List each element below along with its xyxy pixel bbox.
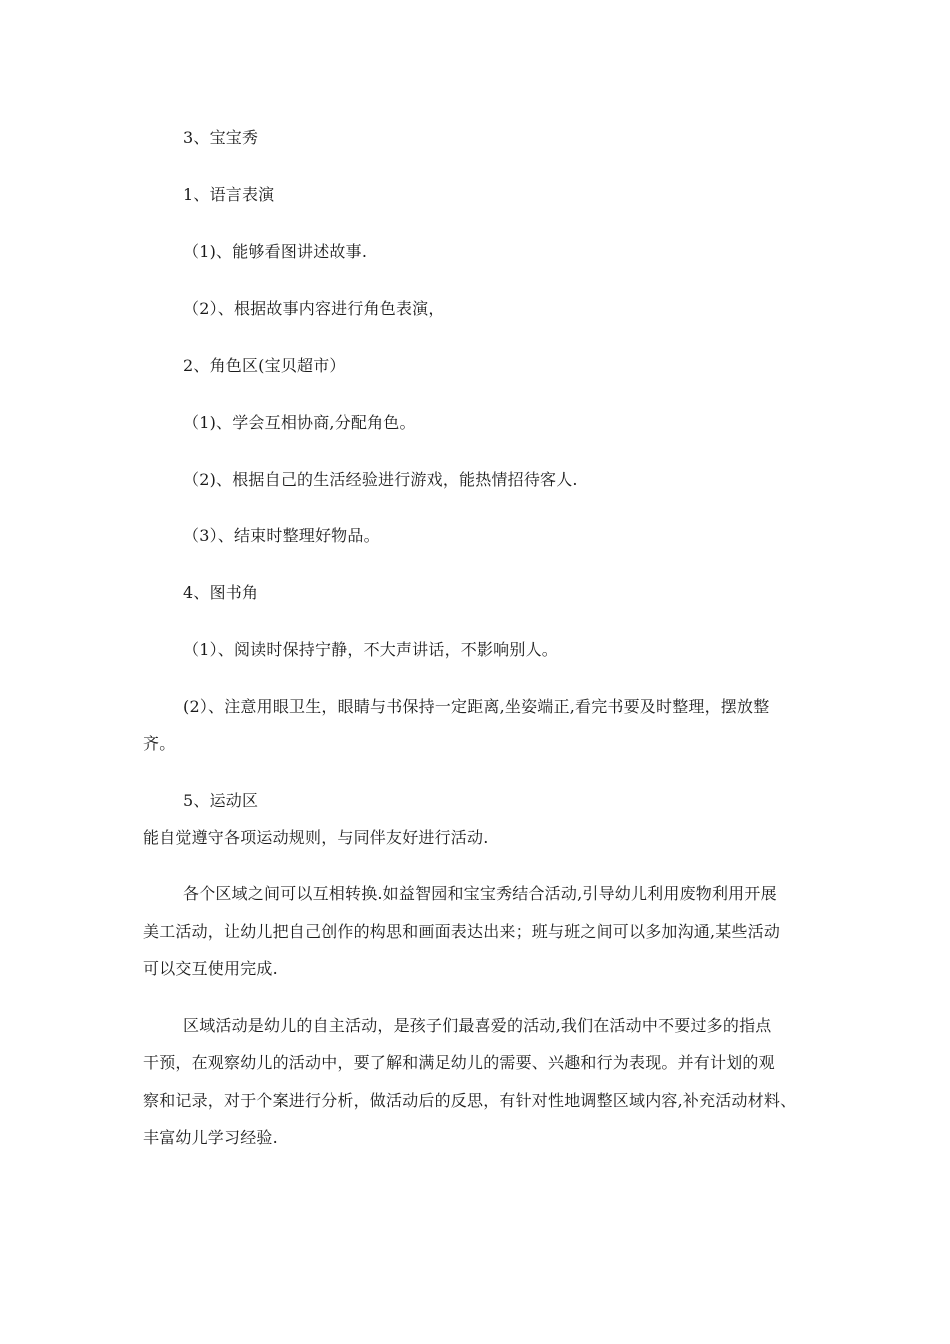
paragraph-1-line-3: 可以交互使用完成. xyxy=(143,959,278,978)
paragraph-2-line-3: 察和记录，对于个案进行分析，做活动后的反思，有针对性地调整区域内容,补充活动材料、 xyxy=(143,1091,797,1110)
heading-role-area: 2、角色区(宝贝超市） xyxy=(183,356,346,375)
paragraph-1-line-2: 美工活动，让幼儿把自己创作的构思和画面表达出来；班与班之间可以多加沟通,某些活动 xyxy=(143,922,781,941)
paragraph-2-line-4: 丰富幼儿学习经验. xyxy=(143,1128,278,1147)
list-item-line-1: (2）、注意用眼卫生，眼睛与书保持一定距离,坐姿端正,看完书要及时整理，摆放整 xyxy=(183,697,770,716)
paragraph-1-line-1: 各个区域之间可以互相转换.如益智园和宝宝秀结合活动,引导幼儿利用废物利用开展 xyxy=(183,884,777,903)
paragraph-2-line-2: 干预，在观察幼儿的活动中，要了解和满足幼儿的需要、兴趣和行为表现。并有计划的观 xyxy=(143,1053,775,1072)
paragraph-2-line-1: 区域活动是幼儿的自主活动，是孩子们最喜爱的活动,我们在活动中不要过多的指点 xyxy=(183,1016,772,1035)
list-item: （1）、阅读时保持宁静，不大声讲话，不影响别人。 xyxy=(183,640,558,659)
heading-book-corner: 4、图书角 xyxy=(183,583,259,602)
list-item: （1)、能够看图讲述故事. xyxy=(183,242,368,261)
list-item: （2)、根据自己的生活经验进行游戏，能热情招待客人. xyxy=(183,470,578,489)
heading-sports-area: 5、运动区 xyxy=(183,791,259,810)
heading-baobaoxiu: 3、宝宝秀 xyxy=(183,128,259,147)
list-item: （1)、学会互相协商,分配角色。 xyxy=(183,413,416,432)
list-item: （3）、结束时整理好物品。 xyxy=(183,526,380,545)
list-item-line-2: 齐。 xyxy=(143,734,176,753)
sports-area-text: 能自觉遵守各项运动规则，与同伴友好进行活动. xyxy=(143,828,489,847)
heading-language-performance: 1、语言表演 xyxy=(183,185,275,204)
list-item: （2）、根据故事内容进行角色表演， xyxy=(183,299,445,318)
